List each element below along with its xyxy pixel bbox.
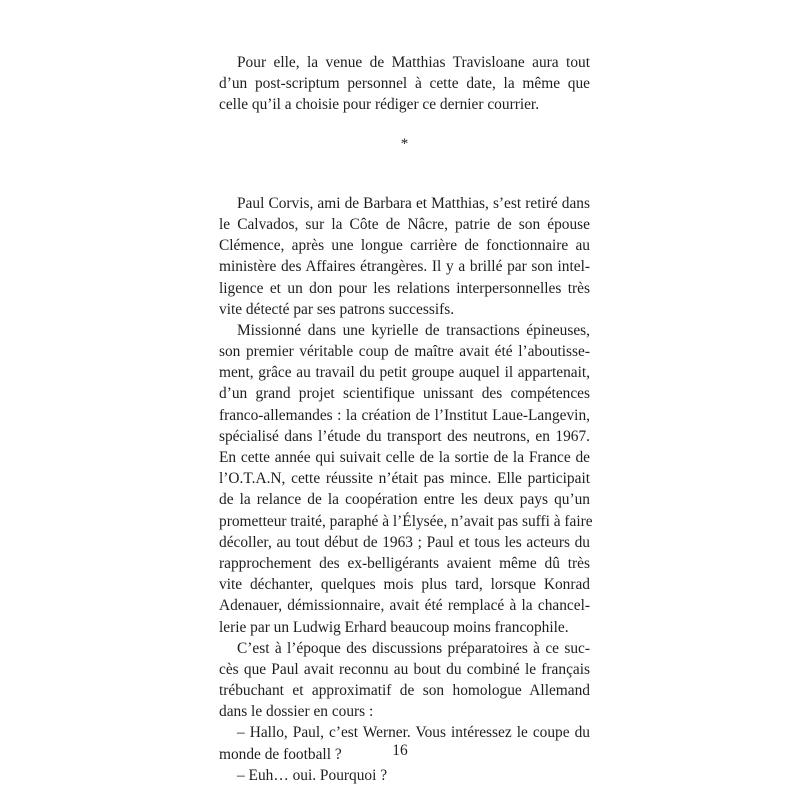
text-line: de la relance de la coopération entre les deux pays qu’un (219, 491, 590, 509)
text-line: d’un grand projet scientifique unissant des compétences (219, 385, 590, 403)
text-line: d’un post-scriptum personnel à cette date, la même que (219, 75, 590, 93)
text-line: En cette année qui suivait celle de la sortie de la France de (219, 449, 590, 466)
paragraph-1 (219, 52, 590, 116)
text-line: ment, grâce au travail du petit groupe auquel il appartenait, (219, 364, 590, 382)
text-line: rapprochement des ex-belligérants avaient même dû très (219, 554, 590, 572)
text-line: cès que Paul avait reconnu au bout du combiné le français (219, 660, 590, 678)
paragraph-4 (219, 638, 590, 723)
body-text (219, 52, 593, 786)
text-line: lerie par un Ludwig Erhard beaucoup moins francophile. (219, 618, 569, 636)
text-line: ligence et un don pour les relations interpersonnelles très (219, 279, 590, 297)
text-line: Paul Corvis, ami de Barbara et Matthias, s’est retiré dans (237, 194, 590, 212)
text-line: C’est à l’époque des discussions préparatoires à ce suc- (237, 639, 590, 657)
text-line: franco-allemandes : la création de l’Institut Laue-Langevin, (219, 406, 590, 424)
section-separator: * (400, 135, 409, 152)
text-line: Adenauer, démissionnaire, avait été remplacé à la chancel- (219, 597, 590, 615)
text-line: Pour elle, la venue de Matthias Travisloane aura tout (237, 54, 590, 71)
text-line: Clémence, après une longue carrière de fonctionnaire au (219, 237, 590, 255)
text-line: – Euh… oui. Pourquoi ? (237, 766, 388, 784)
text-line: vite détecté par ses patrons successifs. (219, 300, 455, 318)
paragraph-3 (219, 320, 593, 638)
text-line: monde de football ? (219, 745, 342, 763)
dialog-line-2 (219, 765, 590, 786)
text-line: son premier véritable coup de maître avait été l’aboutisse- (219, 343, 590, 361)
text-line: vite déchanter, quelques mois plus tard, lorsque Konrad (219, 576, 590, 594)
page-number: 16 (392, 742, 408, 759)
text-line: ministère des Affaires étrangères. Il y a brillé par son intel- (219, 258, 590, 276)
text-line: le Calvados, sur la Côte de Nâcre, patrie de son épouse (219, 215, 590, 233)
text-line: Missionné dans une kyrielle de transactions épineuses, (237, 321, 590, 339)
text-line: décoller, au tout début de 1963 ; Paul et tous les acteurs du (219, 533, 590, 551)
text-line: – Hallo, Paul, c’est Werner. Vous intéressez le coupe du (237, 724, 590, 742)
text-line: spécialisé dans l’étude du transport des neutrons, en 1967. (219, 427, 590, 445)
text-line: l’O.T.A.N, cette réussite n’était pas mince. Elle participait (219, 470, 590, 488)
text-line: dans le dossier en cours : (219, 703, 374, 721)
text-line: celle qu’il a choisie pour rédiger ce dernier courrier. (219, 96, 540, 114)
text-line: trébuchant et approximatif de son homologue Allemand (219, 682, 590, 700)
paragraph-2 (219, 193, 590, 320)
text-line: prometteur traité, paraphé à l’Élysée, n’avait pas suffi à faire (219, 512, 593, 530)
